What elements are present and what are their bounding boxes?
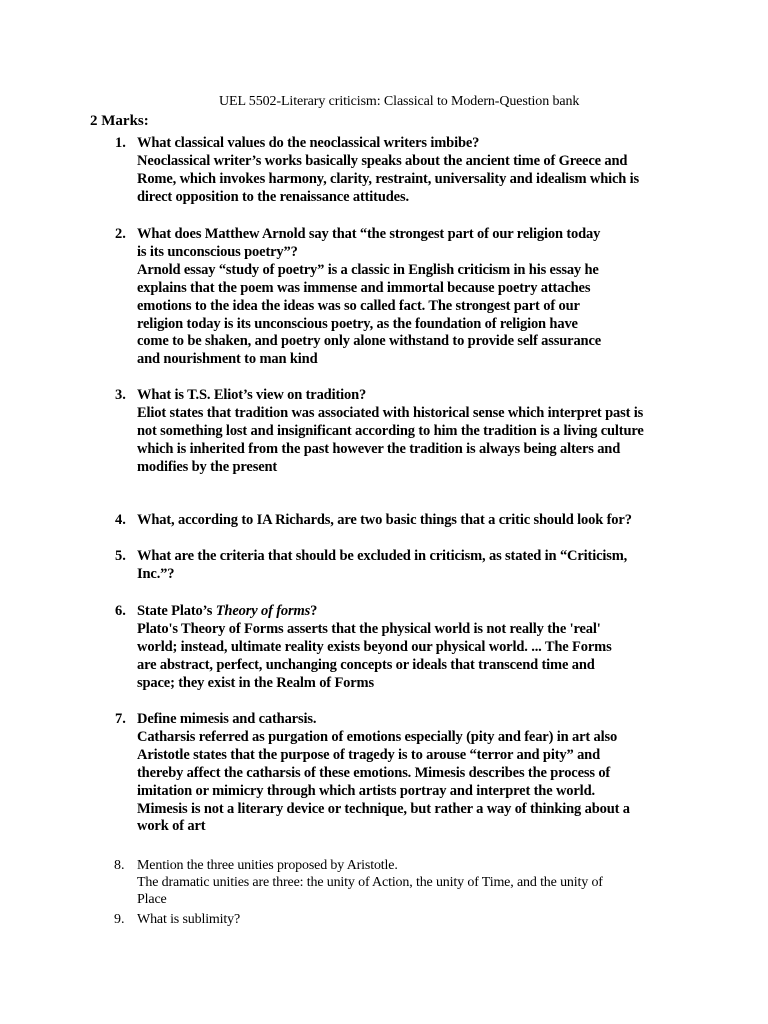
question-text: Define mimesis and catharsis. <box>137 711 317 727</box>
answer-line: explains that the poem was immense and immortal because poetry attaches <box>137 279 591 296</box>
question-number: 2. <box>115 226 126 242</box>
question-text: Inc.”? <box>137 565 175 582</box>
answer-line: Place <box>137 892 167 907</box>
question-prefix: State Plato’s <box>137 603 216 619</box>
answer-line: Aristotle states that the purpose of tragedy is to arouse “terror and pity” and <box>137 746 600 763</box>
answer-line: are abstract, perfect, unchanging concepts or ideals that transcend time and <box>137 656 595 673</box>
question-text <box>137 603 677 621</box>
question-text: What is sublimity? <box>137 912 241 927</box>
question-text: Mention the three unities proposed by Aristotle. <box>137 858 398 873</box>
question-number: 9. <box>114 912 125 927</box>
answer-line: world; instead, ultimate reality exists beyond our physical world. ... The Forms <box>137 638 612 655</box>
question-text: What does Matthew Arnold say that “the strongest part of our religion today <box>137 226 601 242</box>
question-number: 8. <box>114 858 125 873</box>
answer-line: modifies by the present <box>137 458 278 475</box>
question-number: 1. <box>115 135 126 151</box>
answer-line: Arnold essay “study of poetry” is a classic in English criticism in his essay he <box>137 261 599 278</box>
answer-line: work of art <box>137 818 206 835</box>
answer-line: direct opposition to the renaissance attitudes. <box>137 188 409 205</box>
answer-line: not something lost and insignificant according to him the tradition is a living culture <box>137 422 644 439</box>
section-heading: 2 Marks: <box>90 113 149 129</box>
question-text: What is T.S. Eliot’s view on tradition? <box>137 387 367 403</box>
question-text: is its unconscious poetry”? <box>137 243 298 260</box>
answer-line: Plato's Theory of Forms asserts that the physical world is not really the 'real' <box>137 620 601 637</box>
question-number: 7. <box>115 711 126 727</box>
answer-line: which is inherited from the past however the tradition is always being alters and <box>137 440 621 457</box>
question-text: What are the criteria that should be excluded in criticism, as stated in “Criticism, <box>137 548 628 564</box>
document-title: UEL 5502-Literary criticism: Classical to Modern-Question bank <box>219 94 580 109</box>
answer-line: come to be shaken, and poetry only alone withstand to provide self assurance <box>137 333 602 350</box>
question-text: What classical values do the neoclassical writers imbibe? <box>137 135 480 151</box>
answer-line: space; they exist in the Realm of Forms <box>137 674 374 691</box>
question-number: 5. <box>115 548 126 564</box>
answer-line: Eliot states that tradition was associated with historical sense which interpret past is <box>137 404 644 421</box>
answer-line: Mimesis is not a literary device or technique, but rather a way of thinking about a <box>137 800 630 817</box>
question-number: 4. <box>115 512 126 528</box>
answer-line: The dramatic unities are three: the unity of Action, the unity of Time, and the unity of <box>137 875 603 890</box>
question-text: What, according to IA Richards, are two basic things that a critic should look for? <box>137 512 632 528</box>
answer-line: and nourishment to man kind <box>137 351 318 368</box>
answer-line: imitation or mimicry through which artists portray and interpret the world. <box>137 782 595 799</box>
question-suffix: ? <box>310 603 318 619</box>
answer-line: religion today is its unconscious poetry, as the foundation of religion have <box>137 315 578 332</box>
question-number: 3. <box>115 387 126 403</box>
question-italic-title: Theory of forms <box>215 603 311 619</box>
answer-line: thereby affect the catharsis of these emotions. Mimesis describes the process of <box>137 764 611 781</box>
answer-line: Catharsis referred as purgation of emotions especially (pity and fear) in art also <box>137 728 618 745</box>
answer-line: emotions to the idea the ideas was so called fact. The strongest part of our <box>137 297 580 314</box>
question-number: 6. <box>115 603 126 619</box>
answer-line: Rome, which invokes harmony, clarity, restraint, universality and idealism which is <box>137 170 640 187</box>
answer-line: Neoclassical writer’s works basically speaks about the ancient time of Greece and <box>137 152 628 169</box>
